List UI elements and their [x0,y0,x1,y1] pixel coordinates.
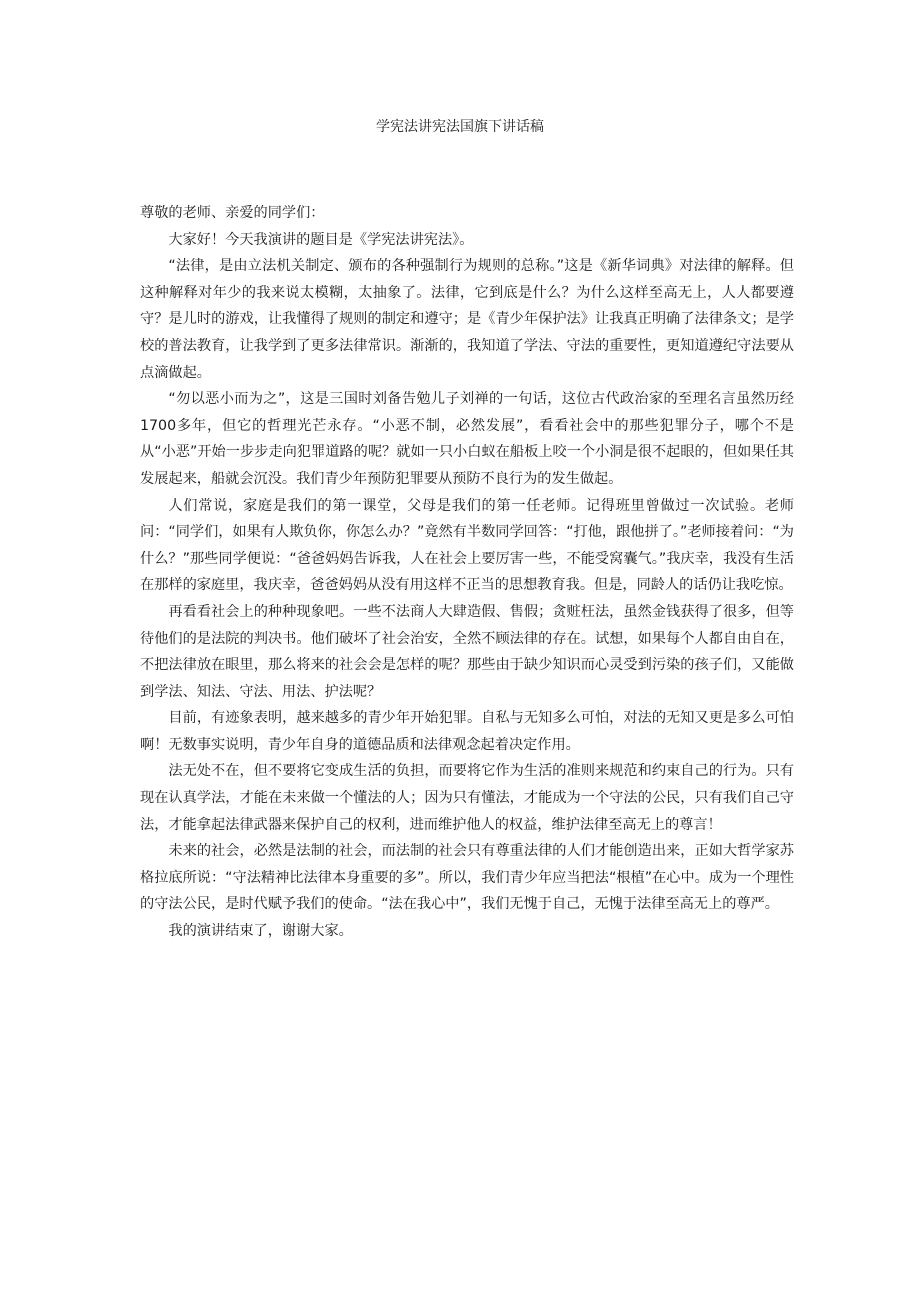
paragraph-small-evil: “勿以恶小而为之”，这是三国时刘备告勉儿子刘禅的一句话，这位古代政治家的至理名言虽然历经1700多年，但它的哲理光芒永存。“小恶不制，必然发展”，看看社会中的那些犯罪分子，哪个不是从“小恶”开始一步步走向犯罪道路的呢？就如一只小白蚁在船板上咬一个小洞是很不起眼的，但如果任其发展起来，船就会沉没。我们青少年预防犯罪要从预防不良行为的发生做起。 [140,391,794,487]
salutation: 尊敬的老师、亲爱的同学们： [140,205,325,221]
page-title: 学宪法讲宪法国旗下讲话稿 [376,119,544,135]
paragraph-law-definition: “法律，是由立法机关制定、颁布的各种强制行为规则的总称。”这是《新华词典》对法律的解释。但这种解释对年少的我来说太模糊，太抽象了。法律，它到底是什么？为什么这样至高无上，人人都要遵守？是儿时的游戏，让我懂得了规则的制定和遵守；是《青少年保护法》让我真正明确了法律条文；是学校的普法教育，让我学到了更多法律常识。渐渐的，我知道了学法、守法的重要性，更知道遵纪守法要从点滴做起。 [140,258,794,381]
speech-body [140,200,794,945]
paragraph-greeting: 大家好！今天我演讲的题目是《学宪法讲宪法》。 [168,231,474,248]
paragraph-law-everywhere: 法无处不在，但不要将它变成生活的负担，而要将它作为生活的准则来规范和约束自己的行为。只有现在认真学法，才能在未来做一个懂法的人；因为只有懂法，才能成为一个守法的公民，只有我们自己守法，才能拿起法律武器来保护自己的权利，进而维护他人的权益，维护法律至高无上的尊言！ [140,763,794,833]
paragraph-youth-crime: 目前，有迹象表明，越来越多的青少年开始犯罪。自私与无知多么可怕，对法的无知又更是多么可怕啊！无数事实说明，青少年自身的道德品质和法律观念起着决定作用。 [140,710,794,753]
paragraph-family: 人们常说，家庭是我们的第一课堂，父母是我们的第一任老师。记得班里曾做过一次试验。老师问：“同学们，如果有人欺负你，你怎么办？”竟然有半数同学回答：“打他，跟他拼了。”老师接着问：“为什么？”那些同学便说：“爸爸妈妈告诉我，人在社会上要厉害一些，不能受窝囊气。”我庆幸，我没有生活在那样的家庭里，我庆幸，爸爸妈妈从没有用这样不正当的思想教育我。但是，同龄人的话仍让我吃惊。 [140,497,794,594]
paragraph-future: 未来的社会，必然是法制的社会，而法制的社会只有尊重法律的人们才能创造出来，正如大哲学家苏格拉底所说：“守法精神比法律本身重要的多”。所以，我们青少年应当把法“根植”在心中。成为一个理性的守法公民，是时代赋予我们的使命。“法在我心中”，我们无愧于自己，无愧于法律至高无上的尊严。 [140,843,794,913]
paragraph-closing: 我的演讲结束了，谢谢大家。 [168,923,353,940]
paragraph-society: 再看看社会上的种种现象吧。一些不法商人大肆造假、售假；贪赃枉法，虽然金钱获得了很多，但等待他们的是法院的判决书。他们破坏了社会治安，全然不顾法律的存在。试想，如果每个人都自由自在，不把法律放在眼里，那么将来的社会会是怎样的呢？那些由于缺少知识而心灵受到污染的孩子们，又能做到学法、知法、守法、用法、护法呢？ [140,603,794,700]
